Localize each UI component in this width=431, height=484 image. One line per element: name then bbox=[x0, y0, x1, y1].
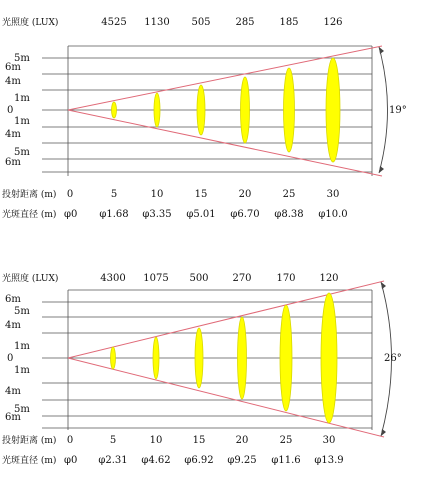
arrowhead-top bbox=[381, 282, 386, 289]
y-axis-label: 1m bbox=[14, 93, 30, 104]
light-spot bbox=[321, 293, 337, 423]
light-spot bbox=[153, 337, 159, 379]
distance-value: 10 bbox=[149, 435, 163, 446]
y-axis-label: 4m bbox=[5, 386, 21, 397]
illuminance-label: 光照度 (LUX) bbox=[2, 18, 59, 28]
diameter-value: φ0 bbox=[64, 209, 78, 220]
y-axis-label: 0 bbox=[7, 353, 14, 364]
y-axis-label: 0 bbox=[7, 105, 14, 116]
y-axis-label: 6m bbox=[5, 294, 21, 305]
diameter-value: φ3.35 bbox=[142, 209, 172, 220]
light-spot bbox=[154, 93, 160, 127]
distance-label: 投射距离 (m) bbox=[2, 436, 57, 446]
y-axis-label: 4m bbox=[5, 129, 21, 140]
diameter-value: φ2.31 bbox=[98, 455, 128, 466]
y-axis-label: 6m bbox=[5, 157, 21, 168]
distance-value: 0 bbox=[66, 189, 74, 200]
beam-angle-label: 26° bbox=[384, 353, 402, 364]
distance-value: 25 bbox=[282, 189, 296, 200]
arrowhead-top bbox=[379, 47, 384, 54]
y-axis-label: 4m bbox=[5, 320, 21, 331]
diameter-value: φ5.01 bbox=[186, 209, 216, 220]
light-spot bbox=[195, 328, 203, 388]
angle-arc bbox=[379, 47, 388, 173]
y-axis-label: 6m bbox=[5, 62, 21, 73]
distance-value: 10 bbox=[150, 189, 164, 200]
y-axis-label: 1m bbox=[14, 116, 30, 127]
lux-value: 4300 bbox=[100, 273, 126, 284]
diagram-19-degree bbox=[2, 16, 407, 220]
lux-value: 120 bbox=[319, 273, 339, 284]
distance-value: 20 bbox=[235, 435, 249, 446]
y-axis-label: 1m bbox=[14, 365, 30, 376]
lux-value: 500 bbox=[189, 273, 209, 284]
diameter-value: φ0 bbox=[64, 455, 78, 466]
diameter-value: φ4.62 bbox=[141, 455, 171, 466]
y-axis-label: 5m bbox=[14, 53, 30, 64]
light-spot bbox=[241, 77, 250, 143]
light-spot bbox=[112, 102, 117, 118]
lux-value: 1075 bbox=[143, 273, 169, 284]
lux-value: 4525 bbox=[101, 17, 127, 28]
lux-value: 505 bbox=[191, 17, 211, 28]
diameter-label: 光斑直径 (m) bbox=[2, 210, 57, 220]
light-spot bbox=[284, 68, 295, 152]
distance-value: 30 bbox=[326, 189, 340, 200]
y-axis-label: 4m bbox=[5, 76, 21, 87]
lux-value: 270 bbox=[232, 273, 252, 284]
distance-value: 15 bbox=[192, 435, 206, 446]
diameter-value: φ6.70 bbox=[230, 209, 260, 220]
diameter-value: φ10.0 bbox=[318, 209, 348, 220]
grid-lines bbox=[42, 46, 372, 176]
y-axis-label: 5m bbox=[14, 306, 30, 317]
lux-value: 185 bbox=[279, 17, 299, 28]
distance-value: 25 bbox=[279, 435, 293, 446]
distance-value: 15 bbox=[194, 189, 208, 200]
diameter-value: φ6.92 bbox=[184, 455, 214, 466]
light-spot bbox=[326, 58, 340, 162]
lux-value: 126 bbox=[323, 17, 343, 28]
illuminance-label: 光照度 (LUX) bbox=[2, 274, 59, 284]
diameter-value: φ8.38 bbox=[274, 209, 304, 220]
diameter-value: φ13.9 bbox=[314, 455, 344, 466]
diameter-value: φ9.25 bbox=[227, 455, 257, 466]
y-axis-label: 5m bbox=[14, 404, 30, 415]
lux-value: 1130 bbox=[144, 17, 170, 28]
lux-value: 170 bbox=[276, 273, 296, 284]
diameter-value: φ11.6 bbox=[271, 455, 301, 466]
diagram-26-degree bbox=[2, 272, 402, 466]
distance-label: 投射距离 (m) bbox=[2, 190, 57, 200]
beam-angle-label: 19° bbox=[389, 105, 407, 116]
y-axis-label: 5m bbox=[14, 147, 30, 158]
y-axis-label: 6m bbox=[5, 412, 21, 423]
diameter-value: φ1.68 bbox=[99, 209, 129, 220]
diameter-label: 光斑直径 (m) bbox=[2, 456, 57, 466]
arrowhead-bottom bbox=[381, 429, 386, 436]
light-spot bbox=[280, 305, 292, 411]
distance-value: 30 bbox=[322, 435, 336, 446]
arrowhead-bottom bbox=[379, 166, 384, 173]
distance-value: 20 bbox=[238, 189, 252, 200]
light-spot bbox=[111, 347, 116, 369]
distance-value: 5 bbox=[110, 189, 118, 200]
distance-value: 0 bbox=[66, 435, 74, 446]
light-spot bbox=[238, 317, 247, 399]
y-axis-label: 1m bbox=[14, 341, 30, 352]
light-spot bbox=[197, 85, 205, 135]
distance-value: 5 bbox=[109, 435, 117, 446]
lux-value: 285 bbox=[235, 17, 255, 28]
